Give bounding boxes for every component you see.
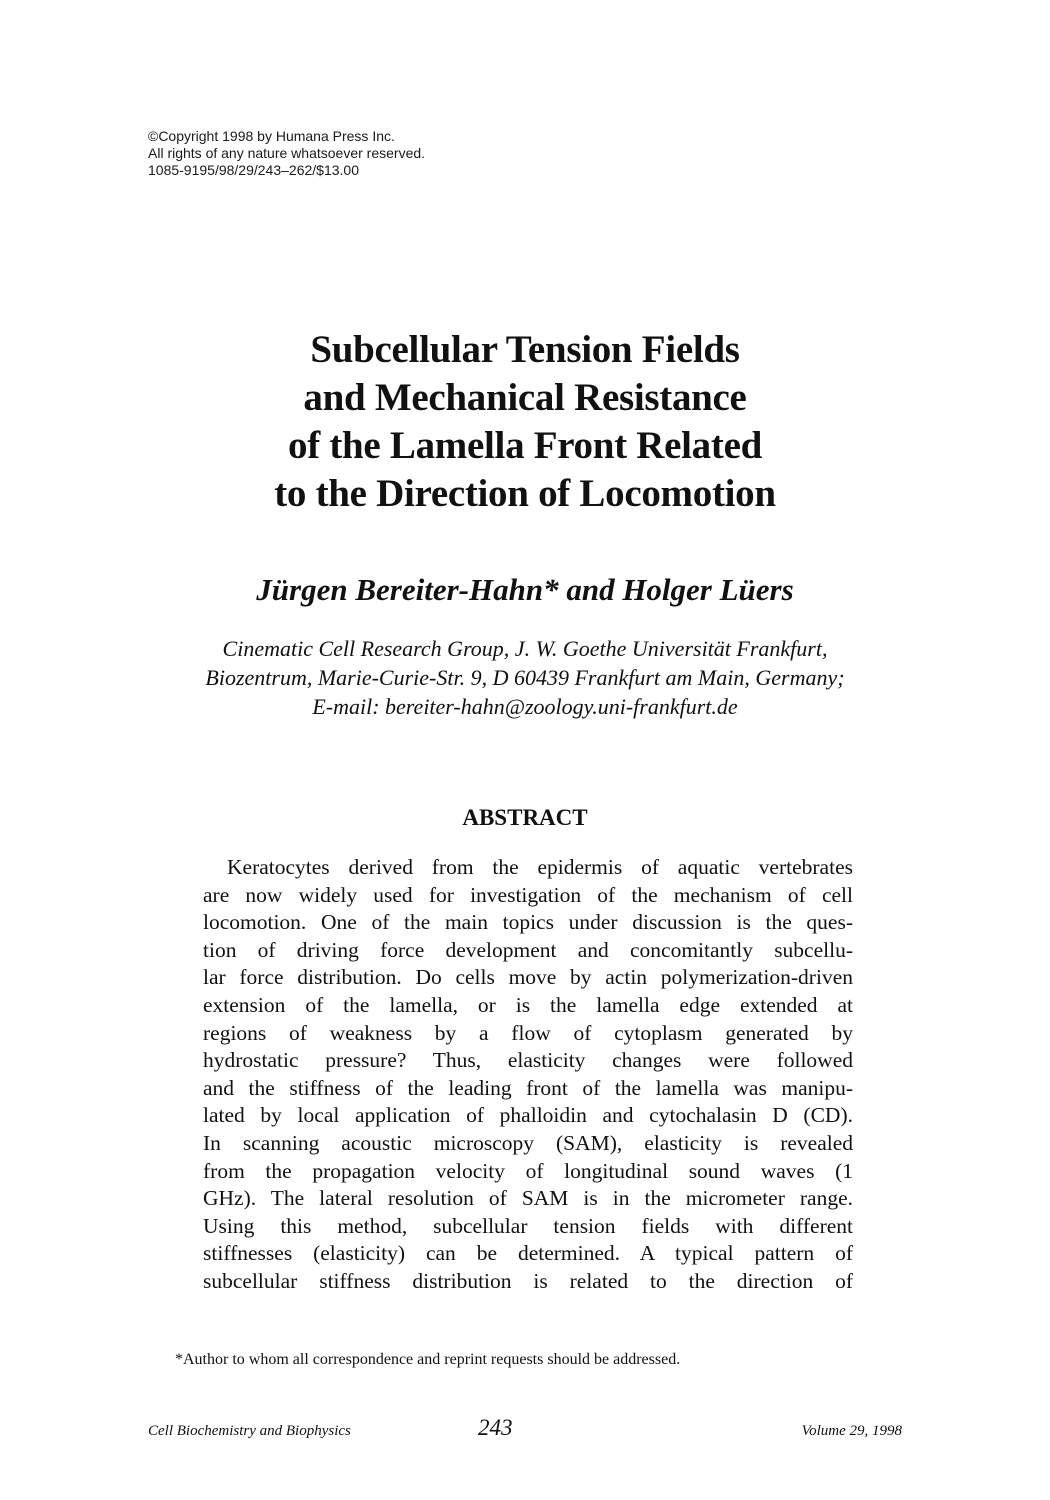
- abstract-line: stiffnesses (elasticity) can be determined. A typical pattern of: [203, 1241, 853, 1266]
- journal-name: Cell Biochemistry and Biophysics: [148, 1423, 351, 1439]
- volume-info: Volume 29, 1998: [801, 1423, 902, 1439]
- title-line: of the Lamella Front Related: [288, 424, 762, 467]
- abstract-line: lar force distribution. Do cells move by actin polymerization-driven: [203, 965, 853, 990]
- abstract-line: are now widely used for investigation of the mechanism of cell: [203, 882, 853, 907]
- title-line: to the Direction of Locomotion: [274, 472, 776, 515]
- abstract-line: Using this method, subcellular tension fields with different: [203, 1213, 853, 1238]
- copyright-block: [148, 128, 425, 179]
- affiliation-line: Biozentrum, Marie-Curie-Str. 9, D 60439 Frankfurt am Main, Germany;: [205, 665, 845, 690]
- issn-line: 1085-9195/98/29/243–262/$13.00: [148, 162, 359, 178]
- abstract-line: locomotion. One of the main topics under discussion is the ques-: [203, 910, 853, 935]
- abstract-line: and the stiffness of the leading front of the lamella was manipu-: [203, 1075, 853, 1100]
- abstract-line: from the propagation velocity of longitudinal sound waves (1: [203, 1158, 853, 1183]
- title-line: Subcellular Tension Fields: [310, 328, 740, 371]
- abstract-heading: ABSTRACT: [462, 805, 588, 830]
- abstract-line: regions of weakness by a flow of cytoplasm generated by: [203, 1020, 853, 1045]
- abstract-line: lated by local application of phalloidin and cytochalasin D (CD).: [203, 1103, 853, 1128]
- abstract-line: hydrostatic pressure? Thus, elasticity changes were followed: [203, 1048, 853, 1073]
- article-title: [0, 326, 1050, 518]
- author-names: Jürgen Bereiter-Hahn* and Holger Lüers: [256, 572, 794, 607]
- affiliation-block: [0, 634, 1050, 721]
- rights-line: All rights of any nature whatsoever reserved.: [148, 145, 426, 161]
- abstract-line: Keratocytes derived from the epidermis of aquatic vertebrates: [227, 855, 853, 879]
- abstract-line: GHz). The lateral resolution of SAM is in the micrometer range.: [203, 1186, 853, 1211]
- page-number: 243: [478, 1415, 513, 1440]
- abstract-line: tion of driving force development and concomitantly subcellu-: [203, 937, 853, 962]
- copyright-line: ©Copyright 1998 by Humana Press Inc.: [148, 128, 395, 144]
- title-line: and Mechanical Resistance: [303, 376, 747, 419]
- abstract-line: In scanning acoustic microscopy (SAM), elasticity is revealed: [203, 1130, 853, 1155]
- abstract-line: subcellular stiffness distribution is related to the direction of: [203, 1268, 853, 1293]
- affiliation-line: Cinematic Cell Research Group, J. W. Goethe Universität Frankfurt,: [222, 636, 828, 661]
- abstract-line: extension of the lamella, or is the lamella edge extended at: [203, 992, 853, 1017]
- page-footer: [148, 1415, 902, 1445]
- abstract-body: [203, 854, 853, 1296]
- correspondence-footnote: *Author to whom all correspondence and reprint requests should be addressed.: [175, 1351, 681, 1368]
- email-line: E-mail: bereiter-hahn@zoology.uni-frankfurt.de: [312, 694, 738, 719]
